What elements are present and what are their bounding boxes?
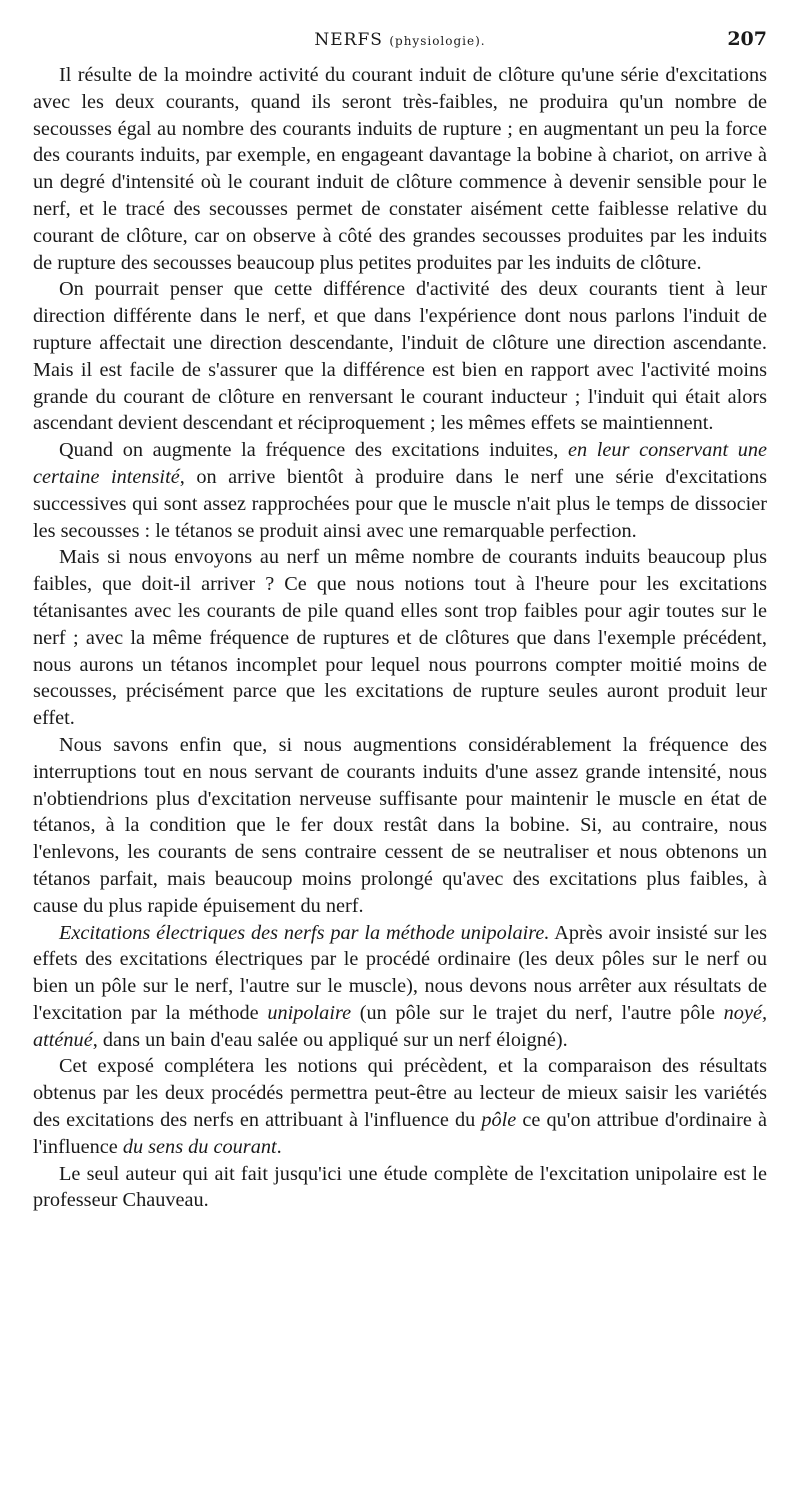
italic-text: Excitations électriques des nerfs par la méthode unipolaire. xyxy=(59,921,550,944)
body-text xyxy=(33,62,767,1214)
text-run: (un pôle sur le trajet du nerf, l'autre pôle xyxy=(351,1001,724,1024)
paragraph xyxy=(33,1161,767,1215)
page-number: 207 xyxy=(727,28,767,50)
italic-text: en leur conservant une certaine intensité xyxy=(33,439,767,488)
running-header xyxy=(33,28,767,58)
running-title xyxy=(33,30,767,50)
text-run: Cet exposé complétera les notions qui précèdent, et la comparaison des résultats obtenus par les deux procédés permettra peut-être au lecteur de mieux saisir les variétés des excitations des nerfs en attribuant à l'influence du xyxy=(33,1055,767,1132)
paragraph xyxy=(33,1053,767,1160)
text-run: Quand on augmente la fréquence des excitations induites, xyxy=(59,439,569,462)
text-run: On pourrait penser que cette différence d'activité des deux courants tient à leur direction différente dans le nerf, et que dans l'expérience dont nous parlons l'induit de rupture affectait une direction descendante, l'induit de clôture une direction ascendante. Mais il est facile de s'assurer que la différence est bien en rapport avec l'activité moins grande du courant de clôture en renversant le courant inducteur ; l'induit qui était alors ascendant devient descendant et réciproquement ; les mêmes effets se maintiennent. xyxy=(33,278,767,435)
paragraph xyxy=(33,62,767,276)
paragraph xyxy=(33,437,767,544)
paragraph xyxy=(33,544,767,732)
italic-text: du sens du courant xyxy=(122,1135,277,1158)
page xyxy=(33,28,767,1214)
paragraph xyxy=(33,276,767,437)
text-run: Il résulte de la moindre activité du courant induit de clôture qu'une série d'excitations avec les deux courants, quand ils seront très-faibles, ne produira qu'un nombre de secousses égal au nombre des courants induits de rupture ; en augmentant un peu la force des courants induits, par exemple, en engageant davantage la bobine à chariot, on arrive à un degré d'intensité où le courant induit de clôture commence à devenir sensible pour le nerf, et le tracé des secousses permet de constater aisément cette faiblesse relative du courant de clôture, car on observe à côté des grandes secousses produites par les induits de rupture des secousses beaucoup plus petites produites par les induits de clôture. xyxy=(33,64,767,274)
running-title-sub: (physiologie). xyxy=(389,34,486,48)
text-run: Le seul auteur qui ait fait jusqu'ici une étude complète de l'excitation unipolaire est le professeur Chauveau. xyxy=(33,1162,767,1212)
italic-text: noyé, atténué xyxy=(33,1001,768,1051)
text-run: ce qu'on attribue d'ordinaire à l'influence xyxy=(33,1109,767,1158)
text-run: , on arrive bientôt à produire dans le nerf une série d'excitations successives qui sont assez rapprochées pour que le muscle n'ait plus le temps de dissocier les secousses : le tétanos se produit ainsi avec une remarquable perfection. xyxy=(33,465,767,542)
text-run: Mais si nous envoyons au nerf un même nombre de courants induits beaucoup plus faibles, que doit-il arriver ? Ce que nous notions tout à l'heure pour les excitations tétanisantes avec les courants de pile quand elles sont trop faibles pour agir toutes sur le nerf ; avec la même fréquence de ruptures et de clôtures que dans l'exemple précédent, nous aurons un tétanos incomplet pour lequel nous pourrons compter moitié moins de secousses, précisément parce que les excitations de rupture seules auront produit leur effet. xyxy=(33,546,767,730)
paragraph xyxy=(33,920,767,1054)
running-title-main: NERFS xyxy=(314,30,383,50)
text-run: Nous savons enfin que, si nous augmentions considérablement la fréquence des interruptions tout en nous servant de courants induits d'une assez grande intensité, nous n'obtiendrions plus d'excitation nerveuse suffisante pour maintenir le muscle en état de tétanos, à la condition que le fer doux restât dans la bobine. Si, au contraire, nous l'enlevons, les courants de sens contraire cessent de se neutraliser et nous obtenons un tétanos parfait, mais beaucoup moins prolongé qu'avec des excitations plus faibles, à cause du plus rapide épuisement du nerf. xyxy=(33,733,767,917)
text-run: . xyxy=(276,1135,282,1158)
italic-text: pôle xyxy=(481,1109,517,1132)
italic-text: unipolaire xyxy=(267,1001,352,1024)
text-run: Après avoir insisté sur les effets des excitations électriques par le procédé ordinaire (les deux pôles sur le nerf ou bien un pôle sur le nerf, l'autre sur le muscle), nous devons nous arrêter aux résultats de l'excitation par la méthode xyxy=(33,921,767,1024)
text-run: , dans un bain d'eau salée ou appliqué sur un nerf éloigné). xyxy=(92,1028,568,1051)
paragraph xyxy=(33,732,767,920)
